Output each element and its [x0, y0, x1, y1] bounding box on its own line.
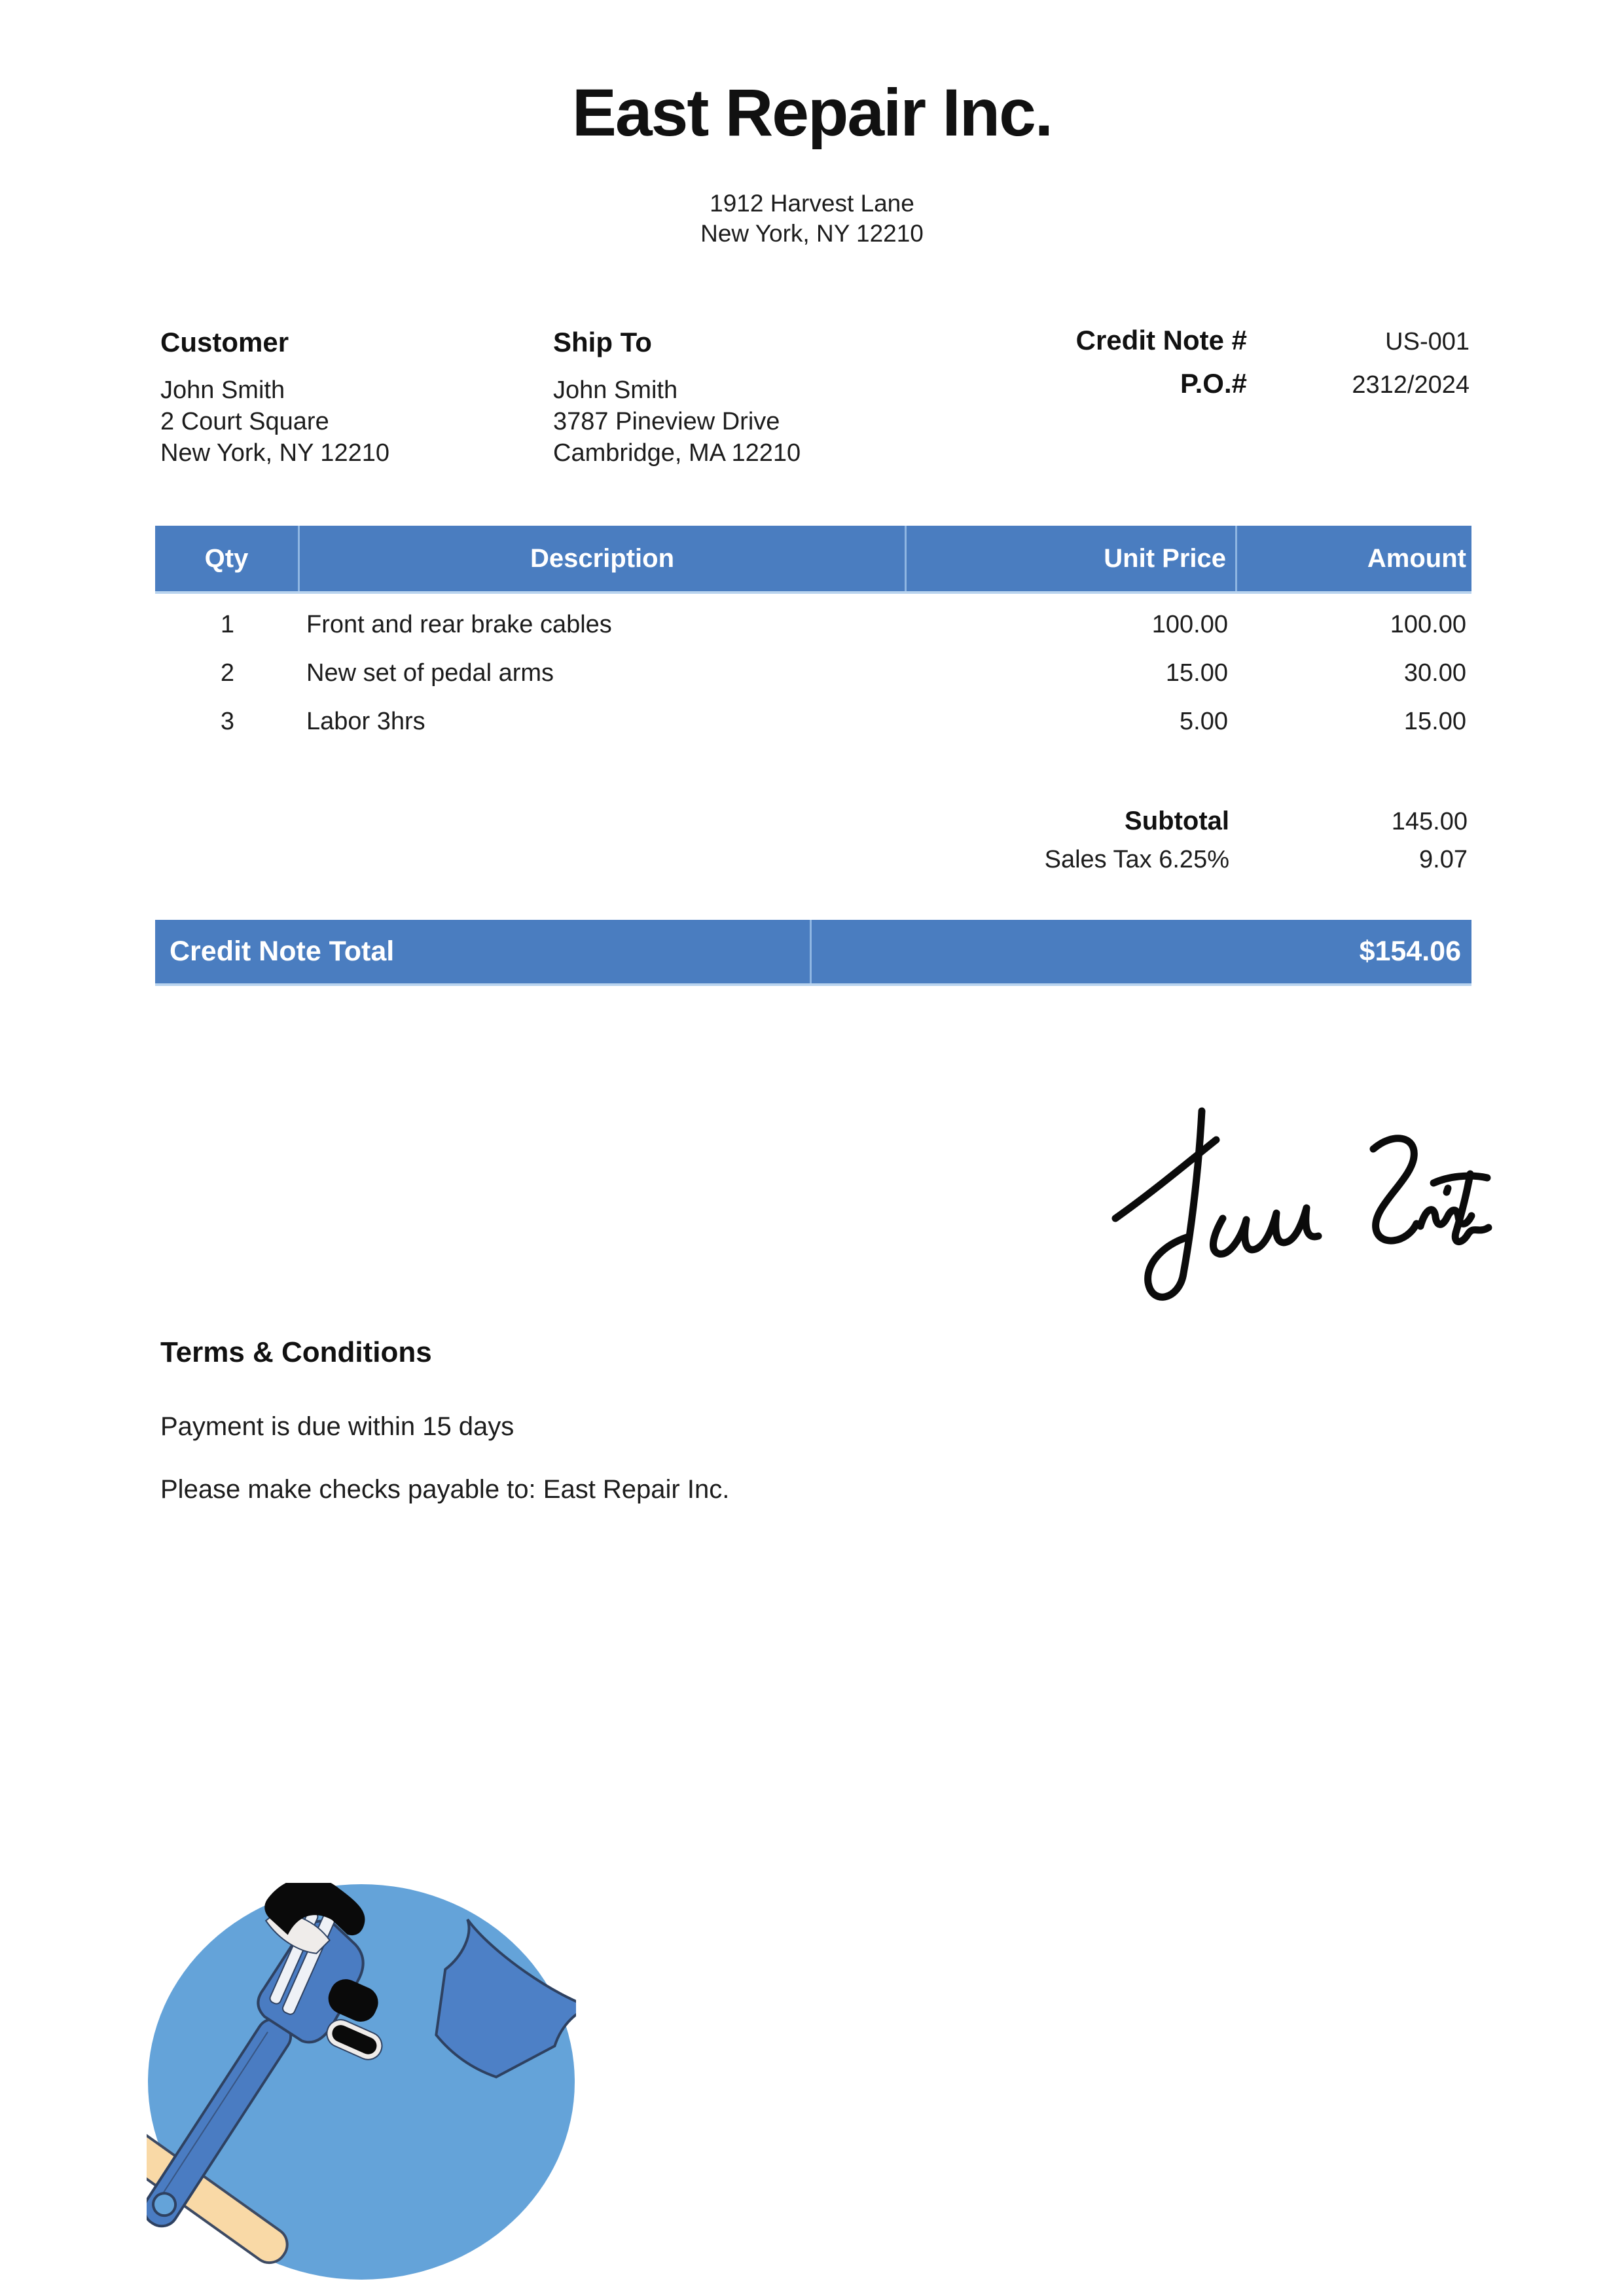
company-address: [0, 189, 1624, 249]
table-header-unit-price: Unit Price: [907, 526, 1237, 591]
row-qty: 1: [220, 610, 235, 638]
subtotal-label: Subtotal: [1125, 807, 1229, 835]
terms-heading: Terms & Conditions: [160, 1336, 432, 1368]
table-row: [155, 600, 1471, 649]
subtotal-value: 145.00: [1391, 808, 1468, 835]
terms-line-checks: Please make checks payable to: East Repair Inc.: [160, 1475, 730, 1504]
row-amount: 30.00: [1403, 659, 1466, 687]
customer-street: 2 Court Square: [160, 408, 329, 435]
subtotal-row: [751, 807, 1471, 846]
row-qty: 3: [220, 707, 235, 735]
signature-stroke: [1148, 1111, 1202, 1297]
ship-to-city: Cambridge, MA 12210: [553, 439, 801, 467]
customer-name: John Smith: [160, 376, 285, 404]
row-amount: 15.00: [1403, 707, 1466, 735]
row-description: Front and rear brake cables: [306, 610, 612, 638]
ship-to-heading: Ship To: [553, 327, 652, 357]
terms-block: [160, 1336, 1077, 1506]
table-header-description: Description: [300, 526, 907, 591]
row-description: New set of pedal arms: [306, 659, 554, 687]
row-qty: 2: [220, 659, 235, 687]
credit-note-number-label: Credit Note #: [1075, 325, 1247, 355]
signature-stroke: [1213, 1208, 1318, 1254]
customer-heading: Customer: [160, 327, 289, 357]
row-unit-price: 100.00: [1151, 610, 1228, 638]
company-address-line2: New York, NY 12210: [700, 220, 924, 247]
signature-stroke: [1373, 1139, 1416, 1241]
table-row: [155, 697, 1471, 746]
company-address-line1: 1912 Harvest Lane: [710, 190, 914, 217]
po-number-row: [998, 368, 1470, 406]
company-logo: [147, 1883, 576, 2281]
table-header-amount: Amount: [1367, 543, 1466, 573]
credit-note-number-row: [998, 325, 1470, 363]
table-header-row: [155, 526, 1471, 594]
customer-block: [160, 326, 527, 469]
summary-block: [751, 807, 1471, 885]
po-number-label: P.O.#: [1180, 368, 1247, 399]
ship-to-name: John Smith: [553, 376, 678, 404]
po-number-value: 2312/2024: [1352, 371, 1470, 399]
document-meta: [998, 325, 1470, 411]
line-items-table: [155, 526, 1471, 746]
company-name: East Repair Inc.: [571, 75, 1053, 150]
row-amount: 100.00: [1390, 610, 1466, 638]
sales-tax-value: 9.07: [1419, 846, 1468, 873]
sales-tax-row: [751, 846, 1471, 885]
credit-note-total-label: Credit Note Total: [155, 920, 812, 983]
credit-note-total-bar: [155, 920, 1471, 986]
ship-to-block: [553, 326, 959, 469]
signature-stroke: [1434, 1176, 1487, 1183]
credit-note-total-value: $154.06: [1359, 936, 1461, 967]
credit-note-number-value: US-001: [1385, 328, 1470, 355]
signature-stroke: [1455, 1174, 1489, 1242]
terms-line-payment: Payment is due within 15 days: [160, 1412, 514, 1441]
sales-tax-label: Sales Tax 6.25%: [1044, 846, 1229, 873]
table-body: [155, 600, 1471, 746]
ship-to-street: 3787 Pineview Drive: [553, 408, 780, 435]
customer-city: New York, NY 12210: [160, 439, 389, 467]
row-description: Labor 3hrs: [306, 707, 425, 735]
signature-image: [1080, 1077, 1499, 1326]
ship-to-address: [553, 374, 959, 469]
row-unit-price: 5.00: [1180, 707, 1228, 735]
signature-stroke: [1447, 1188, 1448, 1192]
row-unit-price: 15.00: [1165, 659, 1228, 687]
table-header-qty: Qty: [155, 526, 300, 591]
table-row: [155, 649, 1471, 697]
customer-address: [160, 374, 527, 469]
